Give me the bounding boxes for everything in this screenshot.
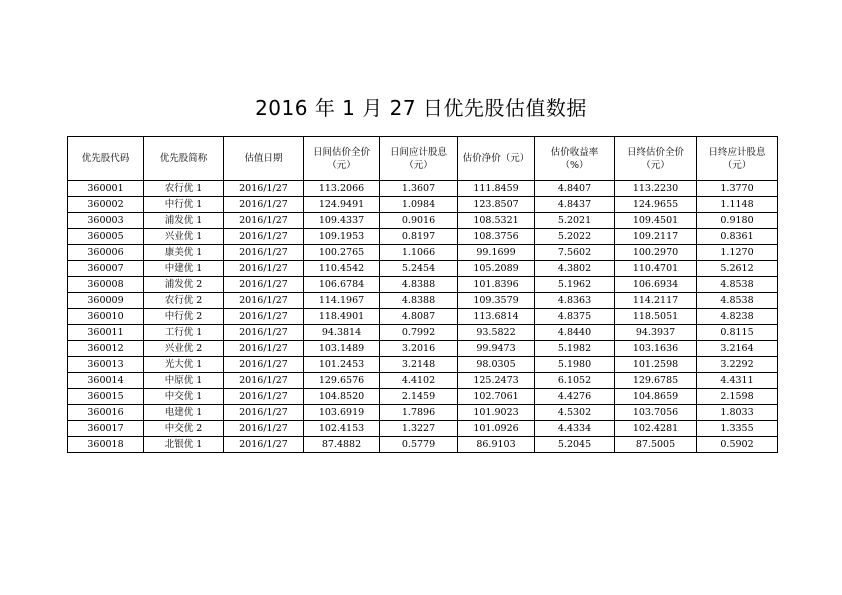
table-cell: 1.1148 (697, 197, 778, 213)
table-cell: 4.5302 (535, 405, 615, 421)
table-row (68, 389, 778, 405)
column-header-line2: （元） (722, 159, 752, 171)
table-cell: 103.1636 (615, 341, 697, 357)
table-cell: 4.8375 (535, 309, 615, 325)
table-row (68, 325, 778, 341)
table-cell: 1.3355 (697, 421, 778, 437)
table-cell: 2016/1/27 (224, 309, 304, 325)
table-cell: 360003 (68, 213, 144, 229)
table-cell: 360016 (68, 405, 144, 421)
table-cell: 0.7992 (380, 325, 458, 341)
column-header-line1: 日间估价全价 (312, 146, 370, 158)
table-row (68, 341, 778, 357)
table-cell: 101.2598 (615, 357, 697, 373)
column-header-line1: 日间应计股息 (389, 146, 447, 158)
column-header (224, 137, 304, 181)
table-cell: 360017 (68, 421, 144, 437)
table-cell: 0.9016 (380, 213, 458, 229)
table-cell: 4.8538 (697, 293, 778, 309)
table-cell: 106.6784 (304, 277, 380, 293)
column-header-line1: 日终应计股息 (708, 146, 766, 158)
table-cell: 118.5051 (615, 309, 697, 325)
table-cell: 7.5602 (535, 245, 615, 261)
table-cell: 110.4701 (615, 261, 697, 277)
table-cell: 5.2454 (380, 261, 458, 277)
table-cell: 101.2453 (304, 357, 380, 373)
table-cell: 114.2117 (615, 293, 697, 309)
table-row (68, 373, 778, 389)
table-cell: 108.3756 (458, 229, 535, 245)
table-cell: 1.3227 (380, 421, 458, 437)
table-cell: 4.8388 (380, 293, 458, 309)
table-cell: 123.8507 (458, 197, 535, 213)
table-cell: 360002 (68, 197, 144, 213)
table-cell: 105.2089 (458, 261, 535, 277)
table-cell: 109.4337 (304, 213, 380, 229)
table-cell: 360013 (68, 357, 144, 373)
table-cell: 1.3770 (697, 181, 778, 197)
table-cell: 5.1980 (535, 357, 615, 373)
table-cell: 中交优 1 (144, 389, 224, 405)
table-cell: 5.2045 (535, 437, 615, 453)
table-cell: 103.6919 (304, 405, 380, 421)
table-cell: 北银优 1 (144, 437, 224, 453)
table-cell: 4.8437 (535, 197, 615, 213)
table-cell: 360007 (68, 261, 144, 277)
table-cell: 2016/1/27 (224, 293, 304, 309)
column-header-line2: （%） (560, 159, 589, 171)
table-cell: 5.2022 (535, 229, 615, 245)
table-cell: 113.2230 (615, 181, 697, 197)
table-cell: 电建优 1 (144, 405, 224, 421)
table-row (68, 437, 778, 453)
table-cell: 中行优 1 (144, 197, 224, 213)
table-cell: 360018 (68, 437, 144, 453)
table-cell: 2.1459 (380, 389, 458, 405)
table-row (68, 229, 778, 245)
table-cell: 360010 (68, 309, 144, 325)
table-cell: 118.4901 (304, 309, 380, 325)
column-header-line1: 估值日期 (244, 153, 283, 164)
table-cell: 农行优 2 (144, 293, 224, 309)
table-row (68, 181, 778, 197)
table-cell: 4.8538 (697, 277, 778, 293)
table-cell: 2016/1/27 (224, 373, 304, 389)
table-cell: 106.6934 (615, 277, 697, 293)
table-cell: 113.2066 (304, 181, 380, 197)
table-cell: 中交优 2 (144, 421, 224, 437)
table-cell: 103.1489 (304, 341, 380, 357)
column-header-line1: 日终估价全价 (626, 146, 684, 158)
table-cell: 360011 (68, 325, 144, 341)
table-cell: 浦发优 1 (144, 213, 224, 229)
table-cell: 98.0305 (458, 357, 535, 373)
column-header-line1: 估价收益率 (550, 146, 599, 158)
table-cell: 101.8396 (458, 277, 535, 293)
table-cell: 101.0926 (458, 421, 535, 437)
table-cell: 102.7061 (458, 389, 535, 405)
table-cell: 2016/1/27 (224, 197, 304, 213)
table-cell: 1.8033 (697, 405, 778, 421)
table-cell: 0.8361 (697, 229, 778, 245)
table-cell: 103.7056 (615, 405, 697, 421)
table-cell: 129.6785 (615, 373, 697, 389)
table-cell: 125.2473 (458, 373, 535, 389)
table-cell: 2016/1/27 (224, 325, 304, 341)
table-cell: 109.1953 (304, 229, 380, 245)
table-cell: 93.5822 (458, 325, 535, 341)
column-header (380, 137, 458, 181)
table-cell: 3.2292 (697, 357, 778, 373)
table-cell: 2016/1/27 (224, 437, 304, 453)
column-header (535, 137, 615, 181)
column-header-line2: （元） (641, 159, 670, 171)
table-cell: 2016/1/27 (224, 213, 304, 229)
table-cell: 4.8363 (535, 293, 615, 309)
table-cell: 2016/1/27 (224, 277, 304, 293)
table-cell: 2.1598 (697, 389, 778, 405)
table-cell: 光大优 1 (144, 357, 224, 373)
table-cell: 94.3937 (615, 325, 697, 341)
column-header-line1: 优先股简称 (159, 153, 208, 164)
table-cell: 2016/1/27 (224, 229, 304, 245)
table-cell: 工行优 1 (144, 325, 224, 341)
table-cell: 113.6814 (458, 309, 535, 325)
column-header-line1: 优先股代码 (81, 153, 130, 164)
table-cell: 2016/1/27 (224, 405, 304, 421)
table-row (68, 197, 778, 213)
table-cell: 兴业优 2 (144, 341, 224, 357)
table-cell: 5.1962 (535, 277, 615, 293)
table-cell: 2016/1/27 (224, 261, 304, 277)
table-row (68, 309, 778, 325)
table-cell: 111.8459 (458, 181, 535, 197)
table-cell: 2016/1/27 (224, 341, 304, 357)
column-header-line2: （元） (327, 159, 356, 171)
table-cell: 4.4334 (535, 421, 615, 437)
table-cell: 104.8659 (615, 389, 697, 405)
table-cell: 360009 (68, 293, 144, 309)
table-cell: 114.1967 (304, 293, 380, 309)
table-cell: 兴业优 1 (144, 229, 224, 245)
table-cell: 360008 (68, 277, 144, 293)
table-cell: 2016/1/27 (224, 357, 304, 373)
table-row (68, 421, 778, 437)
table-cell: 浦发优 2 (144, 277, 224, 293)
table-row (68, 261, 778, 277)
table-cell: 87.4882 (304, 437, 380, 453)
table-cell: 360006 (68, 245, 144, 261)
table-cell: 2016/1/27 (224, 389, 304, 405)
table-cell: 102.4153 (304, 421, 380, 437)
column-header (697, 137, 778, 181)
table-cell: 100.2765 (304, 245, 380, 261)
table-cell: 中建优 1 (144, 261, 224, 277)
table-cell: 0.5902 (697, 437, 778, 453)
table-cell: 3.2148 (380, 357, 458, 373)
table-cell: 100.2970 (615, 245, 697, 261)
table-cell: 4.3802 (535, 261, 615, 277)
table-cell: 360014 (68, 373, 144, 389)
table-cell: 360001 (68, 181, 144, 197)
table-cell: 4.4276 (535, 389, 615, 405)
column-header-line2: （元） (404, 159, 433, 171)
table-cell: 4.4102 (380, 373, 458, 389)
table-cell: 124.9491 (304, 197, 380, 213)
column-header (458, 137, 535, 181)
table-cell: 109.2117 (615, 229, 697, 245)
table-cell: 99.9473 (458, 341, 535, 357)
table-cell: 中行优 2 (144, 309, 224, 325)
column-header (615, 137, 697, 181)
table-cell: 4.8087 (380, 309, 458, 325)
table-cell: 4.8440 (535, 325, 615, 341)
table-cell: 中原优 1 (144, 373, 224, 389)
table-cell: 109.4501 (615, 213, 697, 229)
table-cell: 102.4281 (615, 421, 697, 437)
table-cell: 1.1066 (380, 245, 458, 261)
table-cell: 0.5779 (380, 437, 458, 453)
table-cell: 0.8115 (697, 325, 778, 341)
table-cell: 1.7896 (380, 405, 458, 421)
column-header-line1: 估价净价（元） (462, 153, 530, 164)
table-cell: 360015 (68, 389, 144, 405)
table-cell: 2016/1/27 (224, 421, 304, 437)
table-cell: 5.2612 (697, 261, 778, 277)
table-row (68, 213, 778, 229)
table-body (68, 181, 778, 453)
table-cell: 3.2016 (380, 341, 458, 357)
table-cell: 0.9180 (697, 213, 778, 229)
column-header (68, 137, 144, 181)
table-cell: 2016/1/27 (224, 181, 304, 197)
table-cell: 农行优 1 (144, 181, 224, 197)
table-cell: 360005 (68, 229, 144, 245)
table-cell: 5.2021 (535, 213, 615, 229)
column-header (144, 137, 224, 181)
table-cell: 2016/1/27 (224, 245, 304, 261)
table-cell: 109.3579 (458, 293, 535, 309)
column-header (304, 137, 380, 181)
table-cell: 4.8407 (535, 181, 615, 197)
table-cell: 110.4542 (304, 261, 380, 277)
table-cell: 94.3814 (304, 325, 380, 341)
table-cell: 4.8388 (380, 277, 458, 293)
table-cell: 0.8197 (380, 229, 458, 245)
table-cell: 3.2164 (697, 341, 778, 357)
table-cell: 6.1052 (535, 373, 615, 389)
table-cell: 108.5321 (458, 213, 535, 229)
table-cell: 124.9655 (615, 197, 697, 213)
table-header-row (68, 137, 778, 181)
table-cell: 86.9103 (458, 437, 535, 453)
table-cell: 104.8520 (304, 389, 380, 405)
table-cell: 129.6576 (304, 373, 380, 389)
table-row (68, 245, 778, 261)
table-cell: 5.1982 (535, 341, 615, 357)
table-cell: 1.1270 (697, 245, 778, 261)
table-row (68, 405, 778, 421)
table-row (68, 357, 778, 373)
table-cell: 99.1699 (458, 245, 535, 261)
table-cell: 4.8238 (697, 309, 778, 325)
table-cell: 360012 (68, 341, 144, 357)
table-cell: 康美优 1 (144, 245, 224, 261)
valuation-table (67, 136, 778, 453)
table-cell: 101.9023 (458, 405, 535, 421)
table-row (68, 293, 778, 309)
table-cell: 4.4311 (697, 373, 778, 389)
table-row (68, 277, 778, 293)
table-cell: 1.3607 (380, 181, 458, 197)
page-title: 2016 年 1 月 27 日优先股估值数据 (255, 96, 587, 120)
table-cell: 87.5005 (615, 437, 697, 453)
table-cell: 1.0984 (380, 197, 458, 213)
